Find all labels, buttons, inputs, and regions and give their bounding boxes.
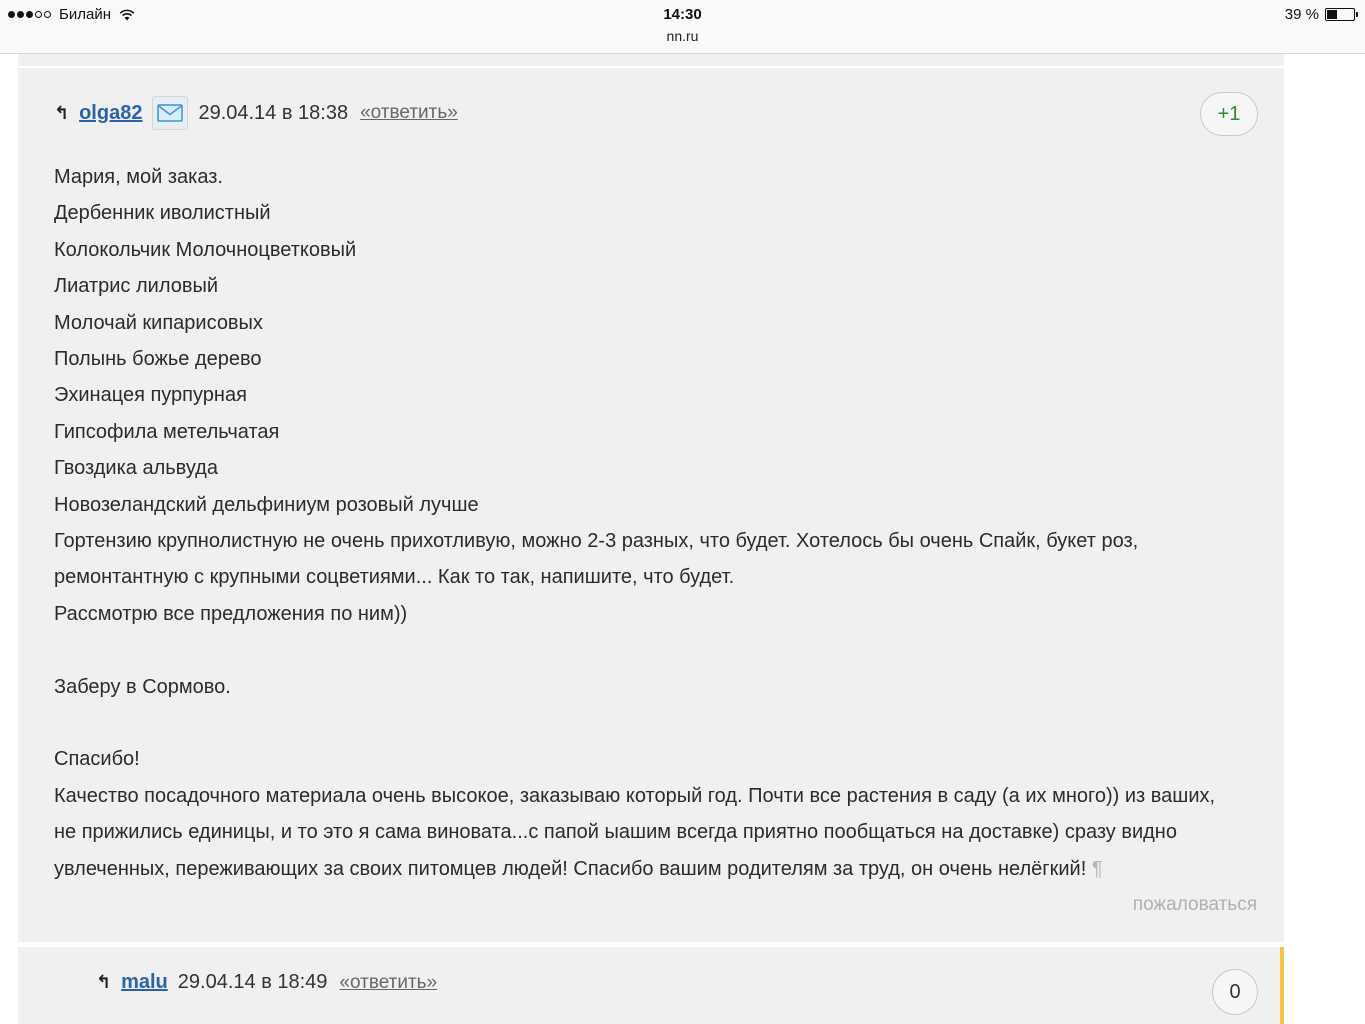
comment-text: Мария, мой заказ. (54, 166, 223, 188)
comment-text-line (54, 741, 1274, 777)
comment-body (54, 159, 1274, 887)
previous-comment-edge (18, 54, 1284, 66)
reply-author-link[interactable]: malu (121, 971, 168, 993)
permalink-pilcrow-icon[interactable]: ¶ (1091, 857, 1103, 880)
comment-text-line (54, 232, 1274, 268)
reply-comment-header (96, 971, 437, 994)
comment-text-line (54, 377, 1274, 413)
comment-text: Гвоздика альвуда (54, 457, 218, 480)
message-envelope-icon[interactable] (152, 96, 188, 130)
comment-text: Гипсофила метельчатая (54, 420, 280, 443)
battery-fill (1327, 10, 1337, 19)
battery-percentage: 39 % (1284, 6, 1319, 23)
reply-reply-link[interactable]: «ответить» (339, 971, 438, 993)
comment-text: Молочай кипарисовых (54, 311, 263, 334)
comment-text: Качество посадочного материала очень высокое, заказываю который год. Почти все растения в саду (а их много)) из ваших, (54, 784, 1216, 807)
carrier-name: Билайн (59, 6, 111, 23)
comment-header (54, 96, 458, 130)
comment-text-line (54, 559, 1274, 595)
comment-text: Эхинацея пурпурная (54, 384, 247, 407)
reply-comment (18, 947, 1280, 1024)
reply-rating-button[interactable]: 0 (1212, 969, 1258, 1015)
comment-text: Полынь божье дерево (54, 348, 262, 371)
comment-text: ремонтантную с крупными соцветиями... Как то так, напишите, что будет. (54, 566, 735, 589)
status-right (1285, 6, 1355, 23)
comment-text-line (54, 669, 1274, 705)
battery-icon (1325, 8, 1355, 21)
comment-text-line (54, 341, 1274, 377)
comment-text-line (54, 632, 1274, 668)
comment-text-line (54, 305, 1274, 341)
address-url[interactable]: nn.ru (666, 28, 699, 44)
parent-arrow-icon[interactable]: ↰ (96, 972, 112, 992)
comment-author-link[interactable]: olga82 (79, 101, 143, 124)
comment-datetime: 29.04.14 в 18:38 (198, 101, 349, 124)
new-comment-marker (1280, 947, 1284, 1024)
comment-text: увлеченных, переживающих за своих питомцев людей! Спасибо вашим родителям за труд, он очень нелёгкий! (54, 857, 1087, 880)
reply-datetime: 29.04.14 в 18:49 (177, 971, 328, 993)
complain-link[interactable]: пожаловаться (1132, 894, 1257, 915)
comment-text: Колокольчик Молочноцветковый (54, 238, 357, 261)
comment-text: не прижились единицы, и то это я сама виновата...с папой ыашим всегда приятно пообщаться на доставке) сразу видно (54, 821, 1177, 844)
comment-text-line (54, 195, 1274, 231)
comment-text: Рассмотрю все предложения по ним)) (54, 602, 408, 625)
comment-text-line (54, 414, 1274, 450)
comment-text: Заберу в Сормово. (54, 675, 231, 698)
status-center (0, 6, 1365, 44)
comment (18, 68, 1284, 942)
status-bar (0, 0, 1365, 54)
comment-text-line (54, 159, 1274, 195)
comment-text-line (54, 778, 1274, 814)
comment-text-line (54, 596, 1274, 632)
comment-text: Спасибо! (54, 748, 140, 771)
comment-text-line (54, 450, 1274, 486)
comment-text-line (54, 268, 1274, 304)
comment-text-line (54, 523, 1274, 559)
comment-text: Дербенник иволистный (54, 202, 271, 225)
comment-rating-button[interactable]: +1 (1200, 92, 1258, 136)
parent-arrow-icon[interactable]: ↰ (54, 102, 70, 123)
comment-text-line (54, 487, 1274, 523)
comment-text: Новозеландский дельфиниум розовый лучше (54, 493, 479, 516)
comment-text-line (54, 814, 1274, 850)
reply-link[interactable]: «ответить» (360, 102, 458, 123)
comment-text: Лиатрис лиловый (54, 275, 219, 298)
comment-text: Гортензию крупнолистную не очень прихотливую, можно 2-3 разных, что будет. Хотелось бы очень Спайк, букет роз, (54, 530, 1139, 553)
comment-text-line (54, 851, 1274, 887)
clock: 14:30 (663, 6, 702, 23)
comment-text-line (54, 705, 1274, 741)
